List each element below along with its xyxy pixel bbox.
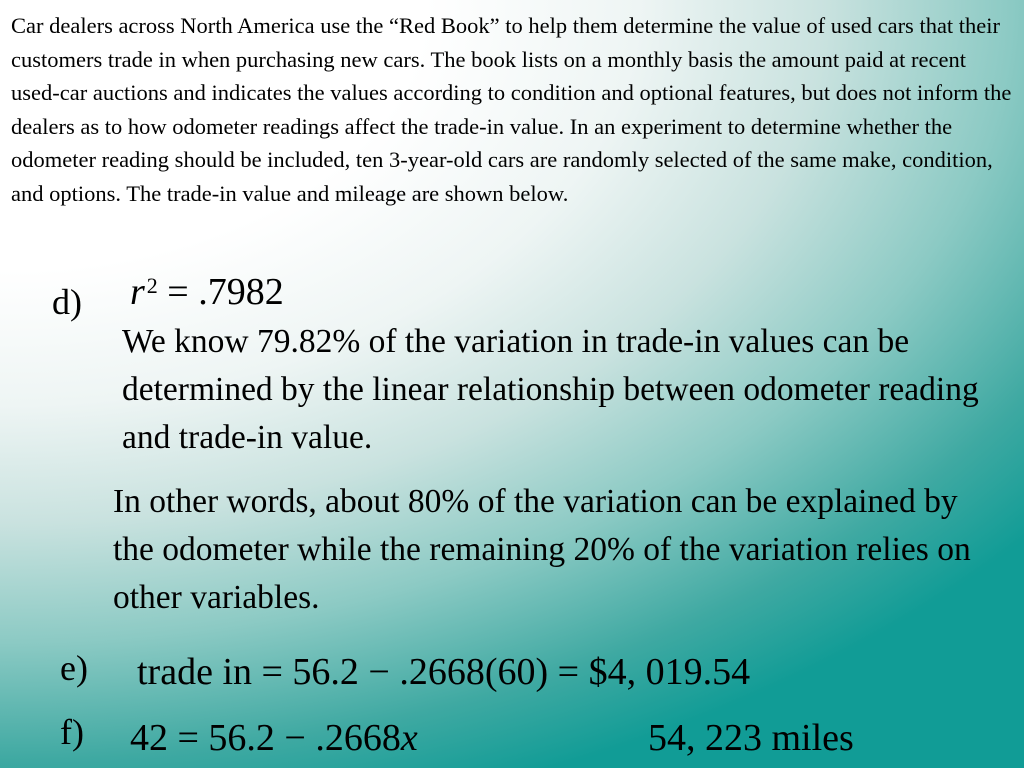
part-f-equation — [130, 716, 418, 760]
part-e-label: e) — [60, 648, 88, 688]
r-variable: r — [130, 271, 145, 313]
part-f-equation-left: 42 = 56.2 − .2668 — [130, 717, 401, 759]
r-exponent: 2 — [146, 273, 158, 298]
part-d-label: d) — [52, 282, 82, 322]
part-f-answer: 54, 223 miles — [648, 717, 854, 759]
part-e-equation: trade in = 56.2 − .2668(60) = $4, 019.54 — [137, 651, 751, 693]
part-d-equation — [130, 270, 284, 314]
part-d-explanation: We know 79.82% of the variation in trade-in values can be determined by the linear relationship between odometer reading and trade-in value. — [122, 323, 979, 456]
problem-statement: Car dealers across North America use the “Red Book” to help them determine the value of used cars that their customers trade in when purchasing new cars. The book lists on a monthly basis the amount paid at recent used-car auctions and indicates the values according to condition and optional features, but does not inform the dealers as to how odometer readings affect the trade-in value. In an experiment to determine whether the odometer reading should be included, ten 3-year-old cars are randomly selected of the same make, condition, and options. The trade-in value and mileage are shown below. — [11, 13, 1012, 206]
r-squared-value: = .7982 — [157, 271, 284, 313]
x-variable: x — [400, 717, 418, 759]
part-f-label: f) — [60, 712, 84, 752]
part-d-other-words: In other words, about 80% of the variation can be explained by the odometer while the remaining 20% of the variation relies on other variables. — [113, 483, 971, 616]
